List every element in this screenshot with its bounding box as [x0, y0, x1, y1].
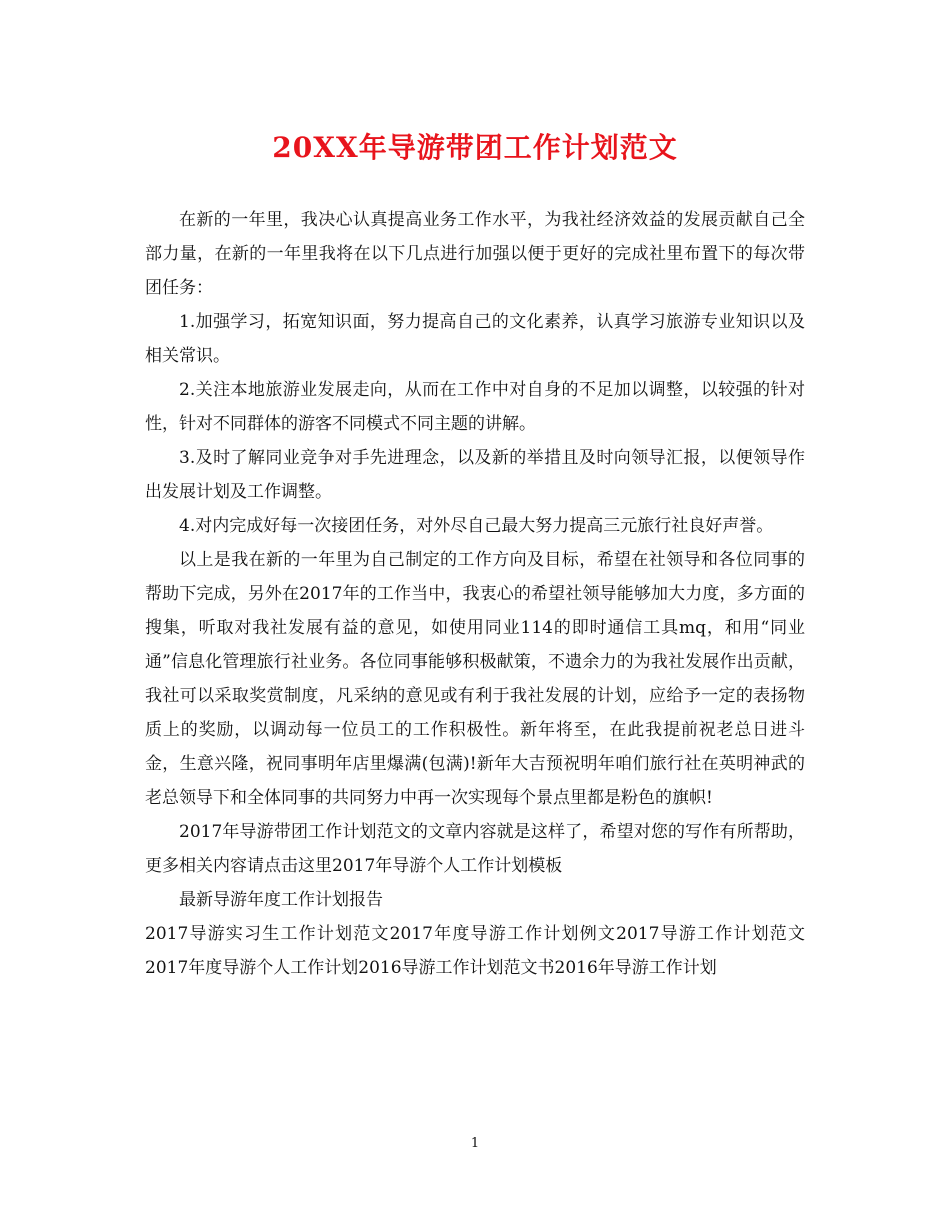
page-number: 1 — [470, 1136, 480, 1151]
list-item-1: 1.加强学习，拓宽知识面，努力提高自己的文化素养，认真学习旅游专业知识以及相关常识。 — [145, 312, 805, 366]
related-heading: 最新导游年度工作计划报告 — [179, 890, 383, 910]
document-body — [145, 203, 805, 985]
list-item-2: 2.关注本地旅游业发展走向，从而在工作中对自身的不足加以调整，以较强的针对性，针对不同群体的游客不同模式不同主题的讲解。 — [145, 380, 805, 434]
list-item-4: 4.对内完成好每一次接团任务，对外尽自己最大努力提高三元旅行社良好声誉。 — [179, 516, 774, 536]
related-links: 2017导游实习生工作计划范文2017年度导游工作计划例文2017导游工作计划范文2017年度导游个人工作计划2016导游工作计划范文书2016年导游工作计划 — [145, 924, 805, 978]
closing-paragraph: 2017年导游带团工作计划范文的文章内容就是这样了，希望对您的写作有所帮助，更多相关内容请点击这里2017年导游个人工作计划模板 — [145, 822, 805, 876]
summary-paragraph: 以上是我在新的一年里为自己制定的工作方向及目标，希望在社领导和各位同事的帮助下完成，另外在2017年的工作当中，我衷心的希望社领导能够加大力度，多方面的搜集，听取对我社发展有益的意见，如使用同业114的即时通信工具mq，和用“同业通”信息化管理旅行社业务。各位同事能够积极献策，不遗余力的为我社发展作出贡献，我社可以采取奖赏制度，凡采纳的意见或有利于我社发展的计划，应给予一定的表扬物质上的奖励，以调动每一位员工的工作积极性。新年将至，在此我提前祝老总日进斗金，生意兴隆，祝同事明年店里爆满(包满)!新年大吉预祝明年咱们旅行社在英明神武的老总领导下和全体同事的共同努力中再一次实现每个景点里都是粉色的旗帜! — [145, 550, 805, 808]
document-title: 20XX年导游带团工作计划范文 — [272, 131, 678, 164]
intro-paragraph: 在新的一年里，我决心认真提高业务工作水平，为我社经济效益的发展贡献自己全部力量，在新的一年里我将在以下几点进行加强以便于更好的完成社里布置下的每次带团任务： — [145, 210, 805, 298]
list-item-3: 3.及时了解同业竞争对手先进理念，以及新的举措且及时向领导汇报，以便领导作出发展计划及工作调整。 — [145, 448, 805, 502]
